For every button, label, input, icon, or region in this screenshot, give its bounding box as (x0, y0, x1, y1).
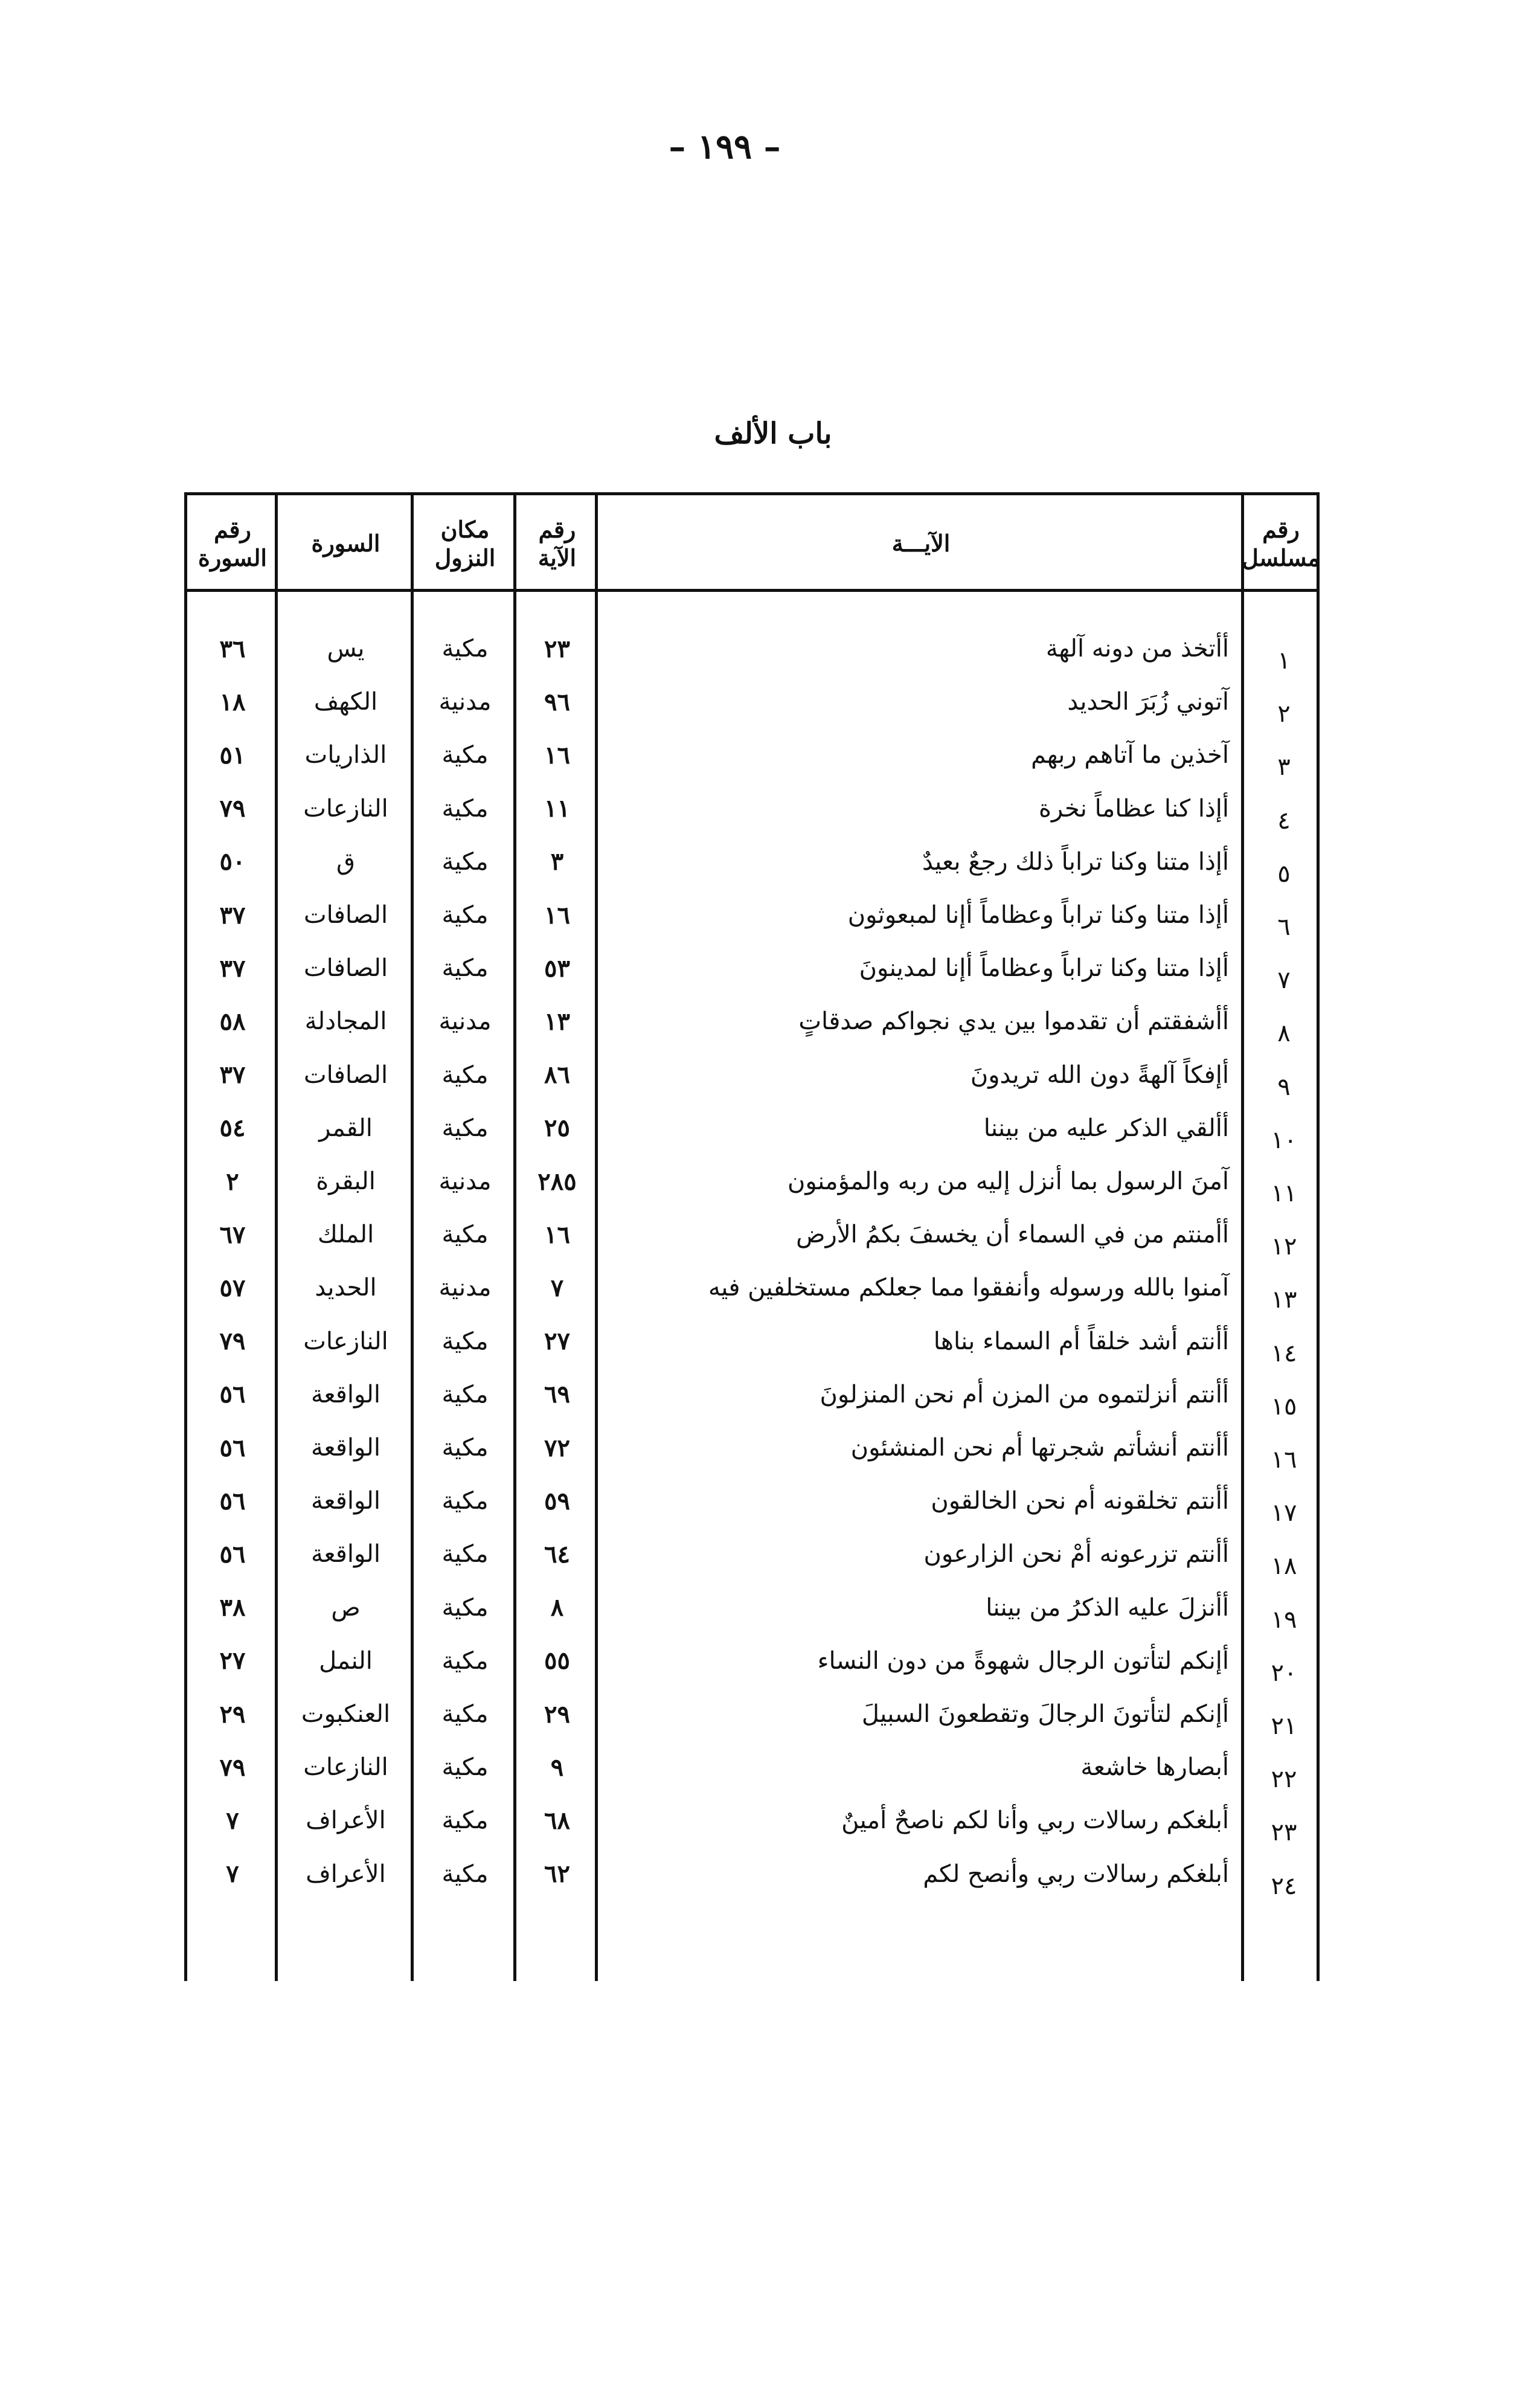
surah-cell: النمل (319, 1646, 373, 1675)
ayah-cell: أبلغكم رسالات ربي وأنصح لكم (923, 1860, 1229, 1888)
serial-cell: ٢٤ (1271, 1872, 1297, 1900)
surah-cell: الواقعة (311, 1487, 380, 1515)
serial-cell: ٢٠ (1271, 1659, 1297, 1687)
table-row (184, 1634, 1320, 1688)
surah-cell: الواقعة (311, 1380, 380, 1408)
ayah-number-cell: ١١ (544, 794, 570, 823)
place-cell: مكية (441, 1487, 489, 1515)
serial-cell: ١١ (1271, 1180, 1297, 1207)
place-cell: مكية (441, 954, 489, 983)
place-cell: مكية (441, 1434, 489, 1462)
surah-number-cell: ٧٩ (219, 1753, 246, 1782)
surah-number-cell: ٥٠ (219, 847, 246, 876)
serial-cell: ٢١ (1271, 1712, 1297, 1740)
serial-cell: ١٣ (1271, 1286, 1297, 1314)
ayah-cell: أأنتم تزرعونه أمْ نحن الزارعون (923, 1540, 1229, 1569)
surah-number-cell: ٥٦ (219, 1433, 246, 1462)
place-cell: مدنية (438, 1007, 492, 1036)
surah-number-cell: ١٨ (219, 687, 246, 716)
table-row (184, 942, 1320, 995)
surah-cell: القمر (319, 1114, 373, 1142)
table-row (184, 1741, 1320, 1794)
surah-number-cell: ٣٧ (219, 954, 246, 983)
surah-number-cell: ٣٦ (219, 634, 246, 663)
serial-cell: ٤ (1277, 806, 1291, 835)
table-row (184, 1048, 1320, 1102)
header-place: مكان النزول (434, 515, 496, 571)
serial-cell: ٦ (1277, 913, 1291, 941)
table-row (184, 728, 1320, 782)
place-cell: مكية (441, 1806, 489, 1835)
place-cell: مكية (441, 1540, 489, 1569)
ayah-cell: أبصارها خاشعة (1080, 1753, 1229, 1782)
header-ayah: الآيـــة (891, 530, 951, 557)
surah-number-cell: ٥٦ (219, 1540, 246, 1569)
ayah-number-cell: ٣ (550, 847, 564, 876)
serial-cell: ٢٢ (1271, 1765, 1297, 1794)
surah-number-cell: ٧ (226, 1806, 239, 1835)
surah-cell: الأعراف (306, 1806, 386, 1835)
ayah-cell: أإذا كنا عظاماً نخرة (1038, 794, 1229, 823)
ayah-number-cell: ٢٥ (544, 1114, 570, 1143)
ayah-cell: أأتخذ من دونه آلهة (1045, 635, 1229, 663)
surah-number-cell: ٧٩ (219, 1327, 246, 1356)
ayah-cell: أأنتم تخلقونه أم نحن الخالقون (931, 1487, 1229, 1515)
table-row (184, 1794, 1320, 1847)
place-cell: مدنية (438, 1167, 492, 1195)
ayah-number-cell: ٥٥ (544, 1646, 570, 1675)
header-rule (184, 589, 1320, 592)
surah-cell: ص (331, 1593, 361, 1622)
ayah-number-cell: ٥٣ (544, 954, 570, 983)
surah-cell: الملك (317, 1221, 374, 1249)
surah-cell: النازعات (303, 1753, 388, 1782)
place-cell: مكية (441, 1646, 489, 1675)
table-row (184, 782, 1320, 835)
header-serial: رقم مسلسل (1242, 515, 1320, 571)
serial-cell: ٣ (1277, 753, 1291, 782)
ayah-cell: أإفكاً آلهةً دون الله تريدونَ (970, 1061, 1229, 1089)
serial-cell: ١٩ (1271, 1605, 1297, 1634)
page-number: – ١٩٩ – (669, 127, 781, 167)
ayah-cell: آمنوا بالله ورسوله وأنفقوا مما جعلكم مستخلفين فيه (708, 1274, 1229, 1302)
serial-cell: ١٢ (1271, 1233, 1297, 1261)
header-ayah-number: رقم الآية (537, 515, 577, 571)
place-cell: مكية (441, 1860, 489, 1888)
surah-number-cell: ٥٨ (219, 1007, 246, 1036)
surah-cell: الصافات (303, 1061, 388, 1089)
place-cell: مكية (441, 794, 489, 823)
header-surah-number: رقم السورة (198, 515, 267, 571)
surah-number-cell: ٢٩ (219, 1700, 246, 1729)
serial-cell: ١٦ (1271, 1446, 1297, 1474)
serial-cell: ٢ (1277, 700, 1291, 728)
place-cell: مكية (441, 1061, 489, 1089)
ayah-cell: آمنَ الرسول بما أنزل إليه من ربه والمؤمنون (788, 1167, 1229, 1195)
ayah-number-cell: ١٦ (544, 1220, 570, 1249)
ayah-number-cell: ١٦ (544, 901, 570, 930)
surah-number-cell: ٦٧ (219, 1220, 246, 1249)
ayah-cell: أأمنتم من في السماء أن يخسفَ بكمُ الأرض (796, 1221, 1229, 1249)
ayah-number-cell: ٢٨٥ (537, 1167, 577, 1196)
surah-cell: المجادلة (304, 1007, 387, 1036)
serial-cell: ٥ (1277, 859, 1291, 888)
serial-cell: ١٥ (1271, 1392, 1297, 1421)
surah-cell: الواقعة (311, 1540, 380, 1569)
ayah-number-cell: ٢٩ (544, 1700, 570, 1729)
ayah-cell: أأنتم أنزلتموه من المزن أم نحن المنزلونَ (820, 1380, 1229, 1408)
ayah-number-cell: ٦٩ (544, 1380, 570, 1409)
surah-cell: الكهف (313, 688, 378, 716)
place-cell: مدنية (438, 1274, 492, 1302)
ayah-cell: أإنكم لتأتونَ الرجالَ وتقطعونَ السبيلَ (861, 1700, 1229, 1728)
table-row (184, 1688, 1320, 1741)
surah-cell: الحديد (315, 1274, 377, 1302)
serial-cell: ٩ (1277, 1073, 1291, 1101)
place-cell: مكية (441, 1221, 489, 1249)
place-cell: مكية (441, 847, 489, 876)
surah-number-cell: ٢ (226, 1167, 239, 1196)
ayah-cell: أأنتم أنشأتم شجرتها أم نحن المنشئون (850, 1434, 1229, 1462)
ayah-cell: أألقي الذكر عليه من بيننا (983, 1114, 1229, 1142)
header-surah: السورة (311, 530, 380, 557)
table-row (184, 888, 1320, 942)
place-cell: مكية (441, 1700, 489, 1728)
surah-number-cell: ٥٤ (219, 1114, 246, 1143)
table-row (184, 1581, 1320, 1634)
surah-cell: يس (327, 635, 365, 663)
surah-number-cell: ٥٦ (219, 1486, 246, 1515)
ayah-cell: أإذا متنا وكنا تراباً وعظاماً أإنا لمبعوثون (847, 901, 1229, 929)
table-row (184, 622, 1320, 675)
serial-cell: ١٤ (1271, 1339, 1297, 1367)
place-cell: مكية (441, 741, 489, 769)
place-cell: مكية (441, 1114, 489, 1142)
table-row (184, 1527, 1320, 1581)
place-cell: مكية (441, 1380, 489, 1408)
table-row (184, 1208, 1320, 1261)
surah-cell: الصافات (303, 954, 388, 983)
ayah-index-table (184, 492, 1320, 1981)
serial-cell: ٨ (1277, 1020, 1291, 1048)
surah-number-cell: ٣٧ (219, 901, 246, 930)
surah-cell: ق (336, 847, 356, 876)
surah-cell: الأعراف (306, 1860, 386, 1888)
table-row (184, 1315, 1320, 1368)
place-cell: مكية (441, 901, 489, 929)
ayah-number-cell: ٨٦ (544, 1061, 570, 1090)
ayah-number-cell: ٢٧ (544, 1327, 570, 1356)
serial-cell: ٧ (1277, 966, 1291, 995)
table-row (184, 1474, 1320, 1527)
surah-number-cell: ٧٩ (219, 794, 246, 823)
serial-cell: ١٧ (1271, 1499, 1297, 1527)
ayah-cell: آتوني زُبَرَ الحديد (1067, 688, 1229, 716)
table-row (184, 835, 1320, 888)
surah-cell: النازعات (303, 1327, 388, 1355)
ayah-number-cell: ٩ (550, 1753, 564, 1782)
surah-number-cell: ٥١ (219, 740, 246, 769)
surah-number-cell: ٣٧ (219, 1061, 246, 1090)
place-cell: مدنية (438, 688, 492, 716)
ayah-number-cell: ٩٦ (544, 687, 570, 716)
table-row (184, 1421, 1320, 1474)
ayah-cell: أإذا متنا وكنا تراباً وعظاماً أإنا لمدينونَ (859, 954, 1229, 983)
surah-number-cell: ٢٧ (219, 1646, 246, 1675)
table-row (184, 1848, 1320, 1901)
place-cell: مكية (441, 1753, 489, 1782)
ayah-number-cell: ٦٤ (544, 1540, 570, 1569)
ayah-number-cell: ١٦ (544, 740, 570, 769)
section-title: باب الألف (714, 417, 832, 451)
surah-number-cell: ٥٧ (219, 1273, 246, 1302)
serial-cell: ١ (1277, 647, 1291, 675)
serial-cell: ١٨ (1271, 1552, 1297, 1581)
ayah-number-cell: ٧٢ (544, 1433, 570, 1462)
table-row (184, 1261, 1320, 1314)
surah-cell: الصافات (303, 901, 388, 929)
ayah-cell: آخذين ما آتاهم ربهم (1031, 741, 1229, 769)
ayah-cell: أبلغكم رسالات ربي وأنا لكم ناصحٌ أمينٌ (841, 1806, 1229, 1835)
table-row (184, 675, 1320, 728)
place-cell: مكية (441, 635, 489, 663)
ayah-number-cell: ١٣ (544, 1007, 570, 1036)
surah-cell: البقرة (316, 1167, 376, 1195)
surah-number-cell: ٣٨ (219, 1593, 246, 1622)
ayah-number-cell: ٦٨ (544, 1806, 570, 1835)
table-row (184, 1155, 1320, 1208)
ayah-number-cell: ٨ (550, 1593, 564, 1622)
surah-cell: الذاريات (304, 741, 387, 769)
serial-cell: ١٠ (1271, 1126, 1297, 1154)
surah-number-cell: ٧ (226, 1860, 239, 1889)
ayah-cell: أأنزلَ عليه الذكرُ من بيننا (986, 1593, 1229, 1622)
ayah-number-cell: ٥٩ (544, 1486, 570, 1515)
table-top-border (184, 492, 1320, 495)
ayah-number-cell: ٧ (550, 1273, 564, 1302)
surah-cell: النازعات (303, 794, 388, 823)
ayah-cell: أإنكم لتأتون الرجال شهوةً من دون النساء (817, 1646, 1229, 1675)
surah-cell: العنكبوت (301, 1700, 391, 1728)
serial-cell: ٢٣ (1271, 1819, 1297, 1847)
ayah-number-cell: ٢٣ (544, 634, 570, 663)
table-row (184, 1368, 1320, 1421)
ayah-cell: أإذا متنا وكنا تراباً ذلك رجعٌ بعيدٌ (922, 847, 1229, 876)
surah-number-cell: ٥٦ (219, 1380, 246, 1409)
table-row (184, 1102, 1320, 1155)
ayah-cell: أأنتم أشد خلقاً أم السماء بناها (933, 1327, 1229, 1355)
surah-cell: الواقعة (311, 1434, 380, 1462)
table-row (184, 995, 1320, 1048)
place-cell: مكية (441, 1327, 489, 1355)
ayah-number-cell: ٦٢ (544, 1860, 570, 1889)
place-cell: مكية (441, 1593, 489, 1622)
ayah-cell: أأشفقتم أن تقدموا بين يدي نجواكم صدقاتٍ (798, 1007, 1229, 1036)
